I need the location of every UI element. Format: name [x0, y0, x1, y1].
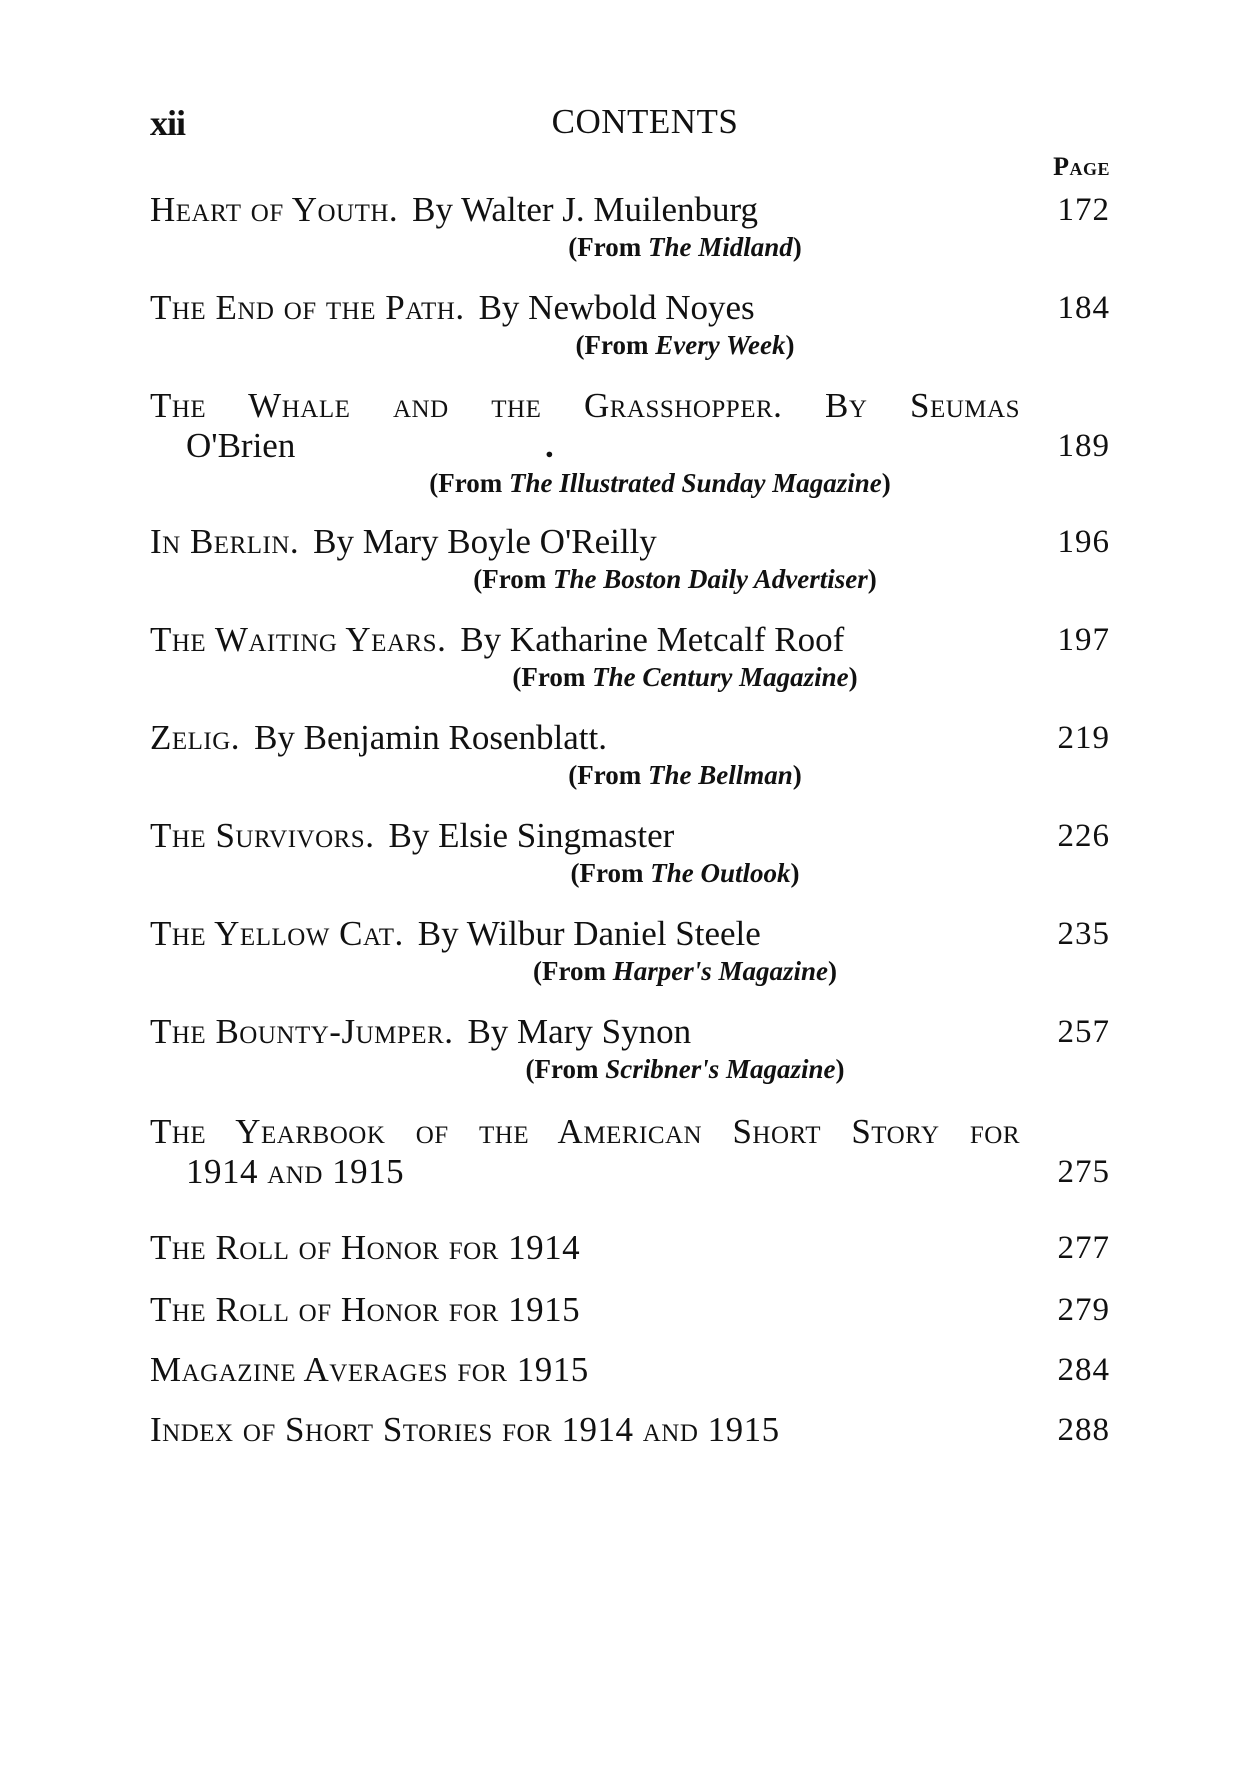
magazine-name: The Century Magazine [592, 662, 849, 692]
toc-entry [150, 1228, 1110, 1268]
story-byline: By Newbold Noyes [478, 288, 755, 327]
story-byline: By Mary Synon [467, 1012, 692, 1051]
page-number: 277 [1057, 1230, 1110, 1266]
toc-entry [150, 914, 1110, 988]
toc-entry [150, 1290, 1110, 1330]
magazine-name: Harper's Magazine [612, 956, 828, 986]
running-title: CONTENTS [551, 102, 739, 141]
story-title: The Bounty-Jumper. [150, 1012, 454, 1051]
toc-entry [150, 718, 1110, 792]
toc-entry [150, 1112, 1110, 1192]
story-source: (From Scribner's Magazine) [525, 1054, 845, 1084]
page-number: 197 [1057, 622, 1110, 658]
toc-entry [150, 1350, 1110, 1390]
page-number: 196 [1057, 524, 1110, 560]
section-title-continued: 1914 and 1915 [186, 1152, 405, 1191]
toc-entry [150, 1012, 1110, 1086]
toc-entry [150, 1410, 1110, 1450]
page-number: 172 [1057, 192, 1110, 228]
story-title: The Survivors. [150, 816, 375, 855]
story-source: (From The Illustrated Sunday Magazine) [429, 468, 891, 498]
section-title: The Roll of Honor for 1915 [150, 1290, 581, 1329]
page-header [150, 102, 1110, 152]
magazine-name: The Boston Daily Advertiser [552, 564, 868, 594]
page-number: 288 [1057, 1412, 1110, 1448]
story-title: The Whale and the Grasshopper. By Seumas [150, 386, 1020, 425]
story-source: (From Every Week) [575, 330, 795, 360]
page-number: 226 [1057, 818, 1110, 854]
story-source: (From The Midland) [568, 232, 802, 262]
toc-entry [150, 190, 1110, 264]
page-number: 184 [1057, 290, 1110, 326]
story-title: In Berlin. [150, 522, 300, 561]
leader-dot: . [545, 426, 554, 465]
story-title-continued: O'Brien [186, 426, 296, 465]
story-title: Zelig. [150, 718, 241, 757]
magazine-name: The Bellman [647, 760, 793, 790]
story-source: (From The Outlook) [570, 858, 800, 888]
magazine-name: The Illustrated Sunday Magazine [508, 468, 882, 498]
page-number: 279 [1057, 1292, 1110, 1328]
page-number: 219 [1057, 720, 1110, 756]
story-source: (From The Boston Daily Advertiser) [473, 564, 877, 594]
story-title: The Yellow Cat. [150, 914, 404, 953]
story-title: The Waiting Years. [150, 620, 447, 659]
page-number: 189 [1057, 428, 1110, 464]
page-number: 235 [1057, 916, 1110, 952]
story-byline: By Benjamin Rosenblatt. [254, 718, 607, 757]
magazine-name: The Outlook [650, 858, 791, 888]
toc-entry [150, 288, 1110, 362]
story-byline: By Walter J. Muilenburg [412, 190, 759, 229]
story-source: (From Harper's Magazine) [532, 956, 837, 986]
section-title: The Roll of Honor for 1914 [150, 1228, 581, 1267]
story-source: (From The Bellman) [568, 760, 802, 790]
story-title: Heart of Youth. [150, 190, 399, 229]
page-number: 257 [1057, 1014, 1110, 1050]
story-source: (From The Century Magazine) [512, 662, 858, 692]
story-byline: By Katharine Metcalf Roof [460, 620, 845, 659]
story-byline: By Wilbur Daniel Steele [417, 914, 761, 953]
toc-entry [150, 620, 1110, 694]
magazine-name: Scribner's Magazine [605, 1054, 836, 1084]
toc-entry [150, 522, 1110, 596]
page-folio: xii [150, 103, 186, 143]
magazine-name: Every Week [655, 330, 786, 360]
page-number: 284 [1057, 1352, 1110, 1388]
section-title: Index of Short Stories for 1914 and 1915 [150, 1410, 780, 1449]
toc-entry [150, 386, 1110, 500]
toc-entry [150, 816, 1110, 890]
section-title: Magazine Averages for 1915 [150, 1350, 589, 1389]
story-title: The End of the Path. [150, 288, 465, 327]
page-column-label: Page [1053, 152, 1110, 181]
story-byline: By Elsie Singmaster [388, 816, 675, 855]
story-byline: By Mary Boyle O'Reilly [313, 522, 657, 561]
page-number: 275 [1057, 1154, 1110, 1190]
section-title: The Yearbook of the American Short Story for [150, 1112, 1020, 1151]
magazine-name: The Midland [647, 232, 793, 262]
